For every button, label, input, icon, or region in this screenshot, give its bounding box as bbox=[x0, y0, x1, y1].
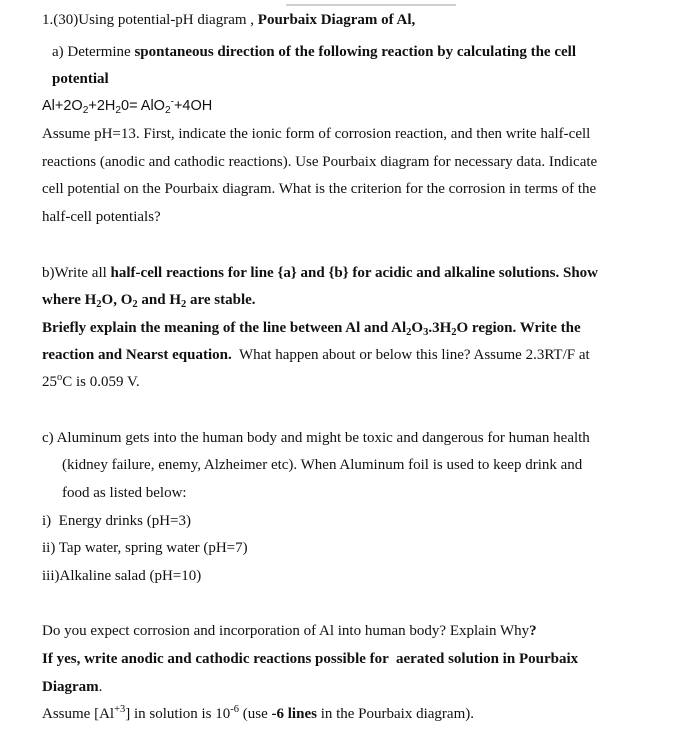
question-title bbox=[42, 10, 415, 30]
part-d-question bbox=[42, 621, 537, 641]
part-b-label: b)Write all bbox=[42, 265, 111, 281]
text-part: (use bbox=[239, 706, 272, 722]
text-sub: 2 bbox=[96, 299, 102, 311]
reaction-sub: 2 bbox=[115, 105, 122, 117]
part-c-text-2: (kidney failure, enemy, Alzheimer etc). When Aluminum foil is used to keep drink and bbox=[62, 457, 583, 473]
part-b-line-4 bbox=[42, 345, 590, 365]
list-item-tap-water: ii) Tap water, spring water (pH=7) bbox=[42, 540, 248, 556]
reaction-sub: 2 bbox=[164, 105, 171, 117]
text-part: ] in solution is 10 bbox=[125, 706, 231, 722]
reaction-sup: - bbox=[170, 96, 174, 108]
text-part: O bbox=[411, 320, 424, 336]
text-sub: 3 bbox=[423, 327, 429, 339]
text-part: O, O bbox=[101, 292, 133, 308]
reaction-part: +4OH bbox=[173, 98, 213, 114]
part-a-text-1: Assume pH=13. First, indicate the ionic form of corrosion reaction, and then write half-cell bbox=[42, 126, 591, 142]
text-part: where H bbox=[42, 292, 97, 308]
reaction-equation bbox=[42, 96, 212, 116]
exponent-sup: -6 bbox=[230, 704, 240, 716]
question-mark: ? bbox=[529, 623, 537, 639]
part-b-bold-3 bbox=[42, 320, 581, 339]
text-part: Assume [Al bbox=[42, 706, 115, 722]
part-a-text-4: half-cell potentials? bbox=[42, 209, 161, 225]
part-b-bold-4: reaction and Nearst equation. bbox=[42, 347, 232, 363]
part-a-label: a) Determine bbox=[52, 44, 135, 60]
part-c-text-3: food as listed below: bbox=[62, 485, 187, 501]
title-text: 1.(30)Using potential-pH diagram , bbox=[42, 12, 258, 28]
bold-six-lines: -6 lines bbox=[271, 706, 317, 722]
part-d-line-4 bbox=[42, 704, 474, 724]
list-item-energy-drinks: i) Energy drinks (pH=3) bbox=[42, 513, 191, 529]
text-part: .3H bbox=[428, 320, 452, 336]
part-a-bold-2: potential bbox=[52, 71, 109, 87]
cropped-heading-remnant bbox=[286, 0, 456, 6]
text-sub: 2 bbox=[132, 299, 138, 311]
text-part: are stable. bbox=[186, 292, 256, 308]
text-part: and H bbox=[137, 292, 181, 308]
text-part: Do you expect corrosion and incorporation of Al into human body? Explain Why bbox=[42, 623, 530, 639]
part-b-text-4: What happen about or below this line? Assume 2.3RT/F at bbox=[231, 347, 590, 363]
text-part: O region. Write the bbox=[456, 320, 581, 336]
reaction-part: 0= AlO bbox=[121, 98, 165, 114]
part-d-line-3 bbox=[42, 677, 102, 697]
part-b-line-3 bbox=[42, 318, 581, 338]
text-sub: 2 bbox=[451, 327, 457, 339]
part-a-line-2 bbox=[52, 69, 109, 89]
charge-sup: +3 bbox=[114, 704, 126, 716]
text-part: Briefly explain the meaning of the line between Al and Al bbox=[42, 320, 407, 336]
part-a-text-3: cell potential on the Pourbaix diagram. What is the criterion for the corrosion in terms of the bbox=[42, 181, 597, 197]
text-part: 25 bbox=[42, 374, 57, 390]
part-b-line-1 bbox=[42, 263, 598, 283]
part-d-bold-3: Diagram bbox=[42, 679, 99, 695]
text-sub: 2 bbox=[406, 327, 412, 339]
part-b-line-5 bbox=[42, 372, 140, 392]
part-a-bold-1: spontaneous direction of the following reaction by calculating the cell bbox=[134, 44, 576, 60]
part-a-text-2: reactions (anodic and cathodic reactions). Use Pourbaix diagram for necessary data. Indicate bbox=[42, 154, 598, 170]
part-b-line-2 bbox=[42, 290, 256, 310]
reaction-part: Al+2O bbox=[42, 98, 83, 114]
text-sub: 2 bbox=[181, 299, 187, 311]
text-part: C is 0.059 V. bbox=[62, 374, 140, 390]
part-b-bold-1: half-cell reactions for line {a} and {b} for acidic and alkaline solutions. Show bbox=[110, 265, 598, 281]
title-bold-text: Pourbaix Diagram of Al, bbox=[257, 12, 416, 28]
degree-sup: o bbox=[57, 372, 63, 384]
text-part: in the Pourbaix diagram). bbox=[316, 706, 474, 722]
part-d-line-2 bbox=[42, 649, 578, 669]
list-item-alkaline-salad: iii)Alkaline salad (pH=10) bbox=[42, 568, 202, 584]
part-b-bold-2 bbox=[42, 292, 256, 311]
part-c-text-1: c) Aluminum gets into the human body and might be toxic and dangerous for human health bbox=[42, 430, 590, 446]
part-a-line-1 bbox=[52, 42, 576, 62]
reaction-sub: 2 bbox=[82, 105, 89, 117]
part-d-bold-2: If yes, write anodic and cathodic reactions possible for aerated solution in Pourbaix bbox=[42, 651, 579, 667]
text-part: . bbox=[98, 679, 103, 695]
reaction-part: +2H bbox=[88, 98, 116, 114]
